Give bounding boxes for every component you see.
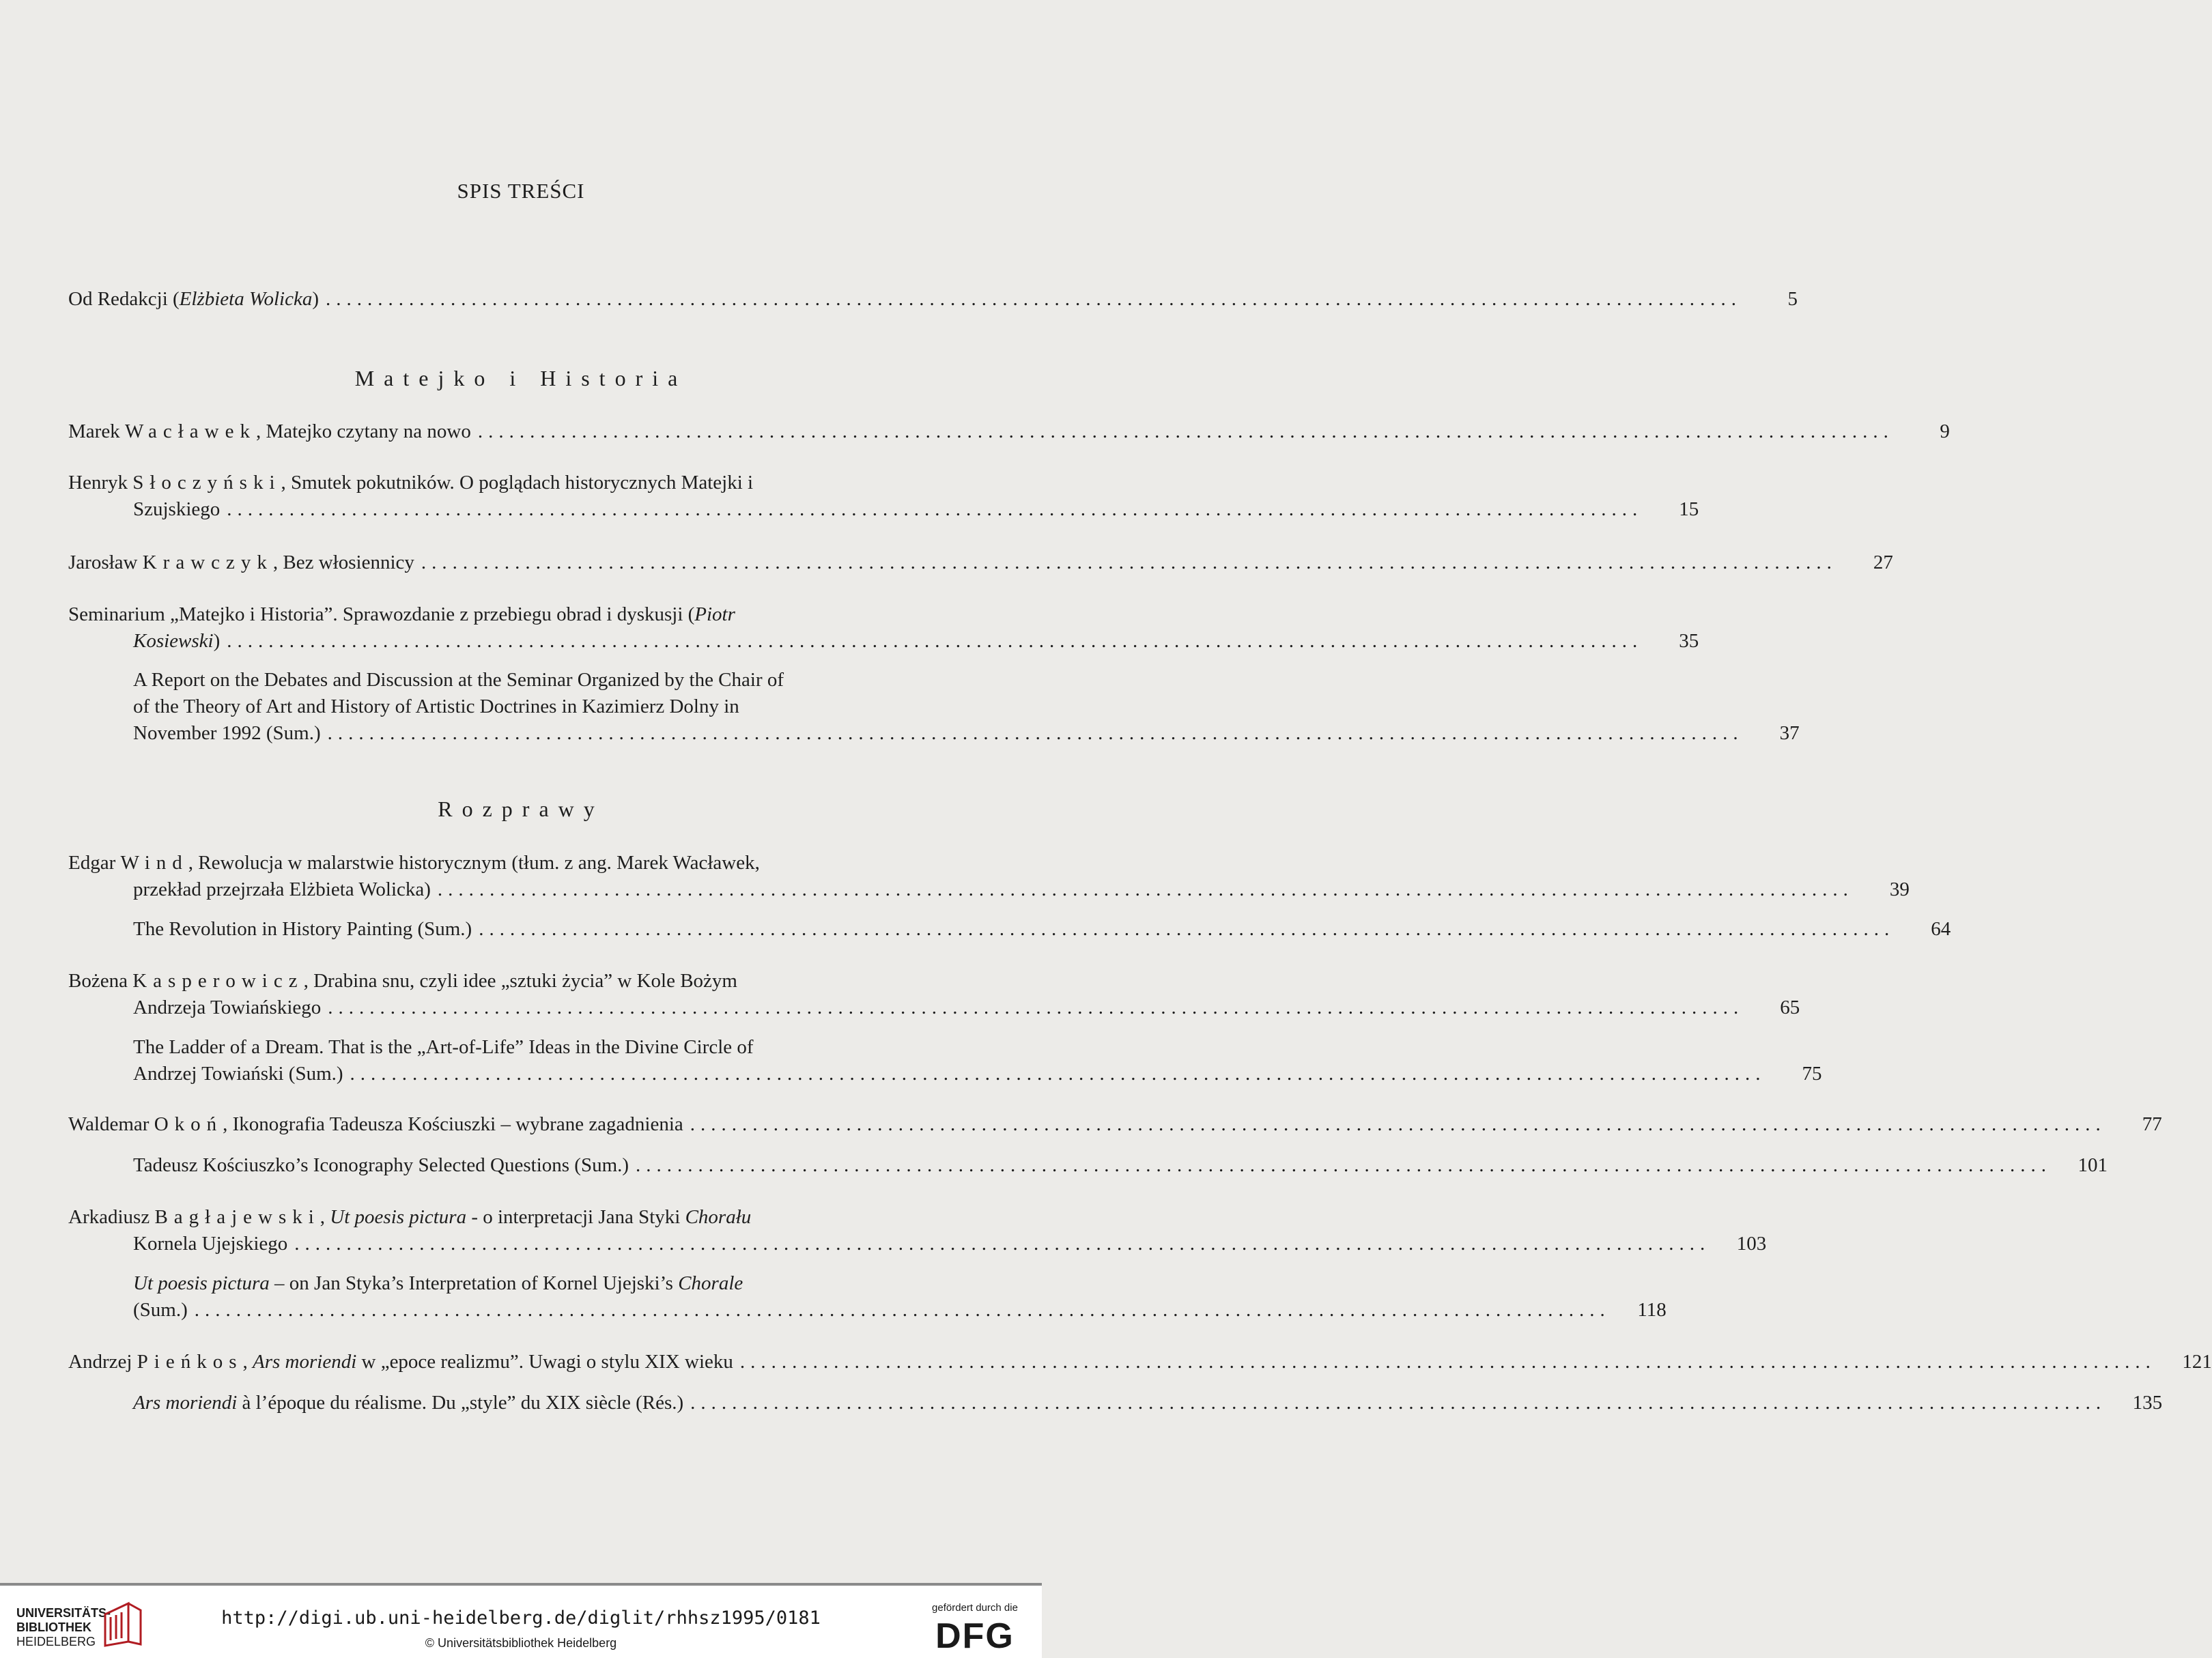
toc-entry: Henryk Słoczyński, Smutek pokutników. O poglądach historycznych Matejki i Szujskiego ........................................................................................................................................ 15 xyxy=(68,470,957,523)
page-number: 35 xyxy=(1679,630,1699,652)
page-number: 65 xyxy=(1780,997,1800,1018)
page-number: 64 xyxy=(1931,918,1951,940)
toc-entry: A Report on the Debates and Discussion at the Seminar Organized by the Chair of of the Theory of Art and History of Artistic Doctrines in Kazimierz Dolny in November 1992 (Sum.) ........................................................................................................................................ 37 xyxy=(133,667,957,747)
toc-entry: Od Redakcji (Elżbieta Wolicka) ........................................................................................................................................ 5 xyxy=(68,286,957,313)
toc-entry: The Ladder of a Dream. That is the „Art-of-Life” Ideas in the Divine Circle of Andrzej Towiański (Sum.) ........................................................................................................................................ 75 xyxy=(133,1034,957,1087)
dot-leader: ........................................................................................................................................ xyxy=(479,918,1895,940)
toc-entry: Waldemar Okoń, Ikonografia Tadeusza Kościuszki – wybrane zagadnienia ........................................................................................................................................ 77 xyxy=(68,1111,957,1138)
page-number: 121 xyxy=(2182,1351,2212,1373)
page-number: 27 xyxy=(1873,552,1893,573)
dot-leader: ........................................................................................................................................ xyxy=(294,1233,1711,1255)
permalink-url[interactable]: http://digi.ub.uni-heidelberg.de/diglit/rhhsz1995/0181 xyxy=(221,1607,821,1629)
page-number: 5 xyxy=(1787,288,1798,310)
copyright-notice: © Universitätsbibliothek Heidelberg xyxy=(425,1636,617,1650)
toc-entry: Tadeusz Kościuszko’s Iconography Selected Questions (Sum.) ........................................................................................................................................ 101 xyxy=(133,1152,957,1179)
dot-leader: ........................................................................................................................................ xyxy=(437,878,1854,900)
toc-entry: Edgar Wind, Rewolucja w malarstwie historycznym (tłum. z ang. Marek Wacławek, przekład przejrzała Elżbieta Wolicka) ........................................................................................................................................ 39 xyxy=(68,850,957,903)
funding-label: gefördert durch die xyxy=(932,1602,1018,1614)
toc-entry: Arkadiusz Bagłajewski, Ut poesis pictura - o interpretacji Jana Styki Chorału Kornela Ujejskiego ........................................................................................................................................ 103 xyxy=(68,1204,957,1257)
section-heading: Rozprawy xyxy=(438,797,604,821)
dot-leader: ........................................................................................................................................ xyxy=(227,498,1643,520)
toc-entry: Jarosław Krawczyk, Bez włosiennicy ........................................................................................................................................ 27 xyxy=(68,549,957,576)
dfg-logo: DFG xyxy=(935,1616,1015,1656)
page-number: 77 xyxy=(2142,1113,2162,1135)
dot-leader: ........................................................................................................................................ xyxy=(477,420,1894,442)
page-number: 101 xyxy=(2078,1154,2108,1176)
toc-entry: Seminarium „Matejko i Historia”. Sprawozdanie z przebiegu obrad i dyskusji (Piotr Kosiewski) ........................................................................................................................................ 35 xyxy=(68,601,957,655)
page-number: 39 xyxy=(1889,878,1910,900)
page-number: 75 xyxy=(1802,1063,1822,1085)
dot-leader: ........................................................................................................................................ xyxy=(194,1299,1611,1321)
dot-leader: ........................................................................................................................................ xyxy=(421,552,1837,573)
page-number: 37 xyxy=(1779,722,1800,744)
toc-entry: Bożena Kasperowicz, Drabina snu, czyli idee „sztuki życia” w Kole Bożym Andrzeja Towiańskiego ........................................................................................................................................ 65 xyxy=(68,968,957,1021)
toc-entry: Andrzej Pieńkos, Ars moriendi w „epoce realizmu”. Uwagi o stylu XIX wieku ........................................................................................................................................ 121 xyxy=(68,1349,957,1375)
section-heading: Matejko i Historia xyxy=(354,366,687,390)
dot-leader: ........................................................................................................................................ xyxy=(690,1392,2107,1414)
dot-leader: ........................................................................................................................................ xyxy=(227,630,1643,652)
footer-bar xyxy=(0,1586,1042,1658)
dot-leader: ........................................................................................................................................ xyxy=(327,722,1744,744)
toc-entry: Marek Wacławek, Matejko czytany na nowo ........................................................................................................................................ 9 xyxy=(68,418,957,445)
page-number: 9 xyxy=(1940,420,1950,442)
page-number: 118 xyxy=(1637,1299,1667,1321)
dot-leader: ........................................................................................................................................ xyxy=(328,997,1744,1018)
page-number: 15 xyxy=(1679,498,1699,520)
toc-entry: The Revolution in History Painting (Sum.) ........................................................................................................................................ 64 xyxy=(133,916,957,943)
library-name: UNIVERSITÄTS- BIBLIOTHEK HEIDELBERG xyxy=(16,1606,111,1648)
page-number: 103 xyxy=(1736,1233,1767,1255)
page-title: SPIS TREŚCI xyxy=(457,179,585,203)
toc-entry: Ut poesis pictura – on Jan Styka’s Interpretation of Kornel Ujejski’s Chorale (Sum.) ........................................................................................................................................ 118 xyxy=(133,1270,957,1324)
page-number: 135 xyxy=(2132,1392,2163,1414)
dot-leader: ........................................................................................................................................ xyxy=(690,1113,2106,1135)
dot-leader: ........................................................................................................................................ xyxy=(350,1063,1766,1085)
dot-leader: ........................................................................................................................................ xyxy=(326,288,1742,310)
dot-leader: ........................................................................................................................................ xyxy=(739,1351,2156,1373)
dot-leader: ........................................................................................................................................ xyxy=(636,1154,2052,1176)
toc-entry: Ars moriendi à l’époque du réalisme. Du „style” du XIX siècle (Rés.) ........................................................................................................................................ 135 xyxy=(133,1390,957,1416)
